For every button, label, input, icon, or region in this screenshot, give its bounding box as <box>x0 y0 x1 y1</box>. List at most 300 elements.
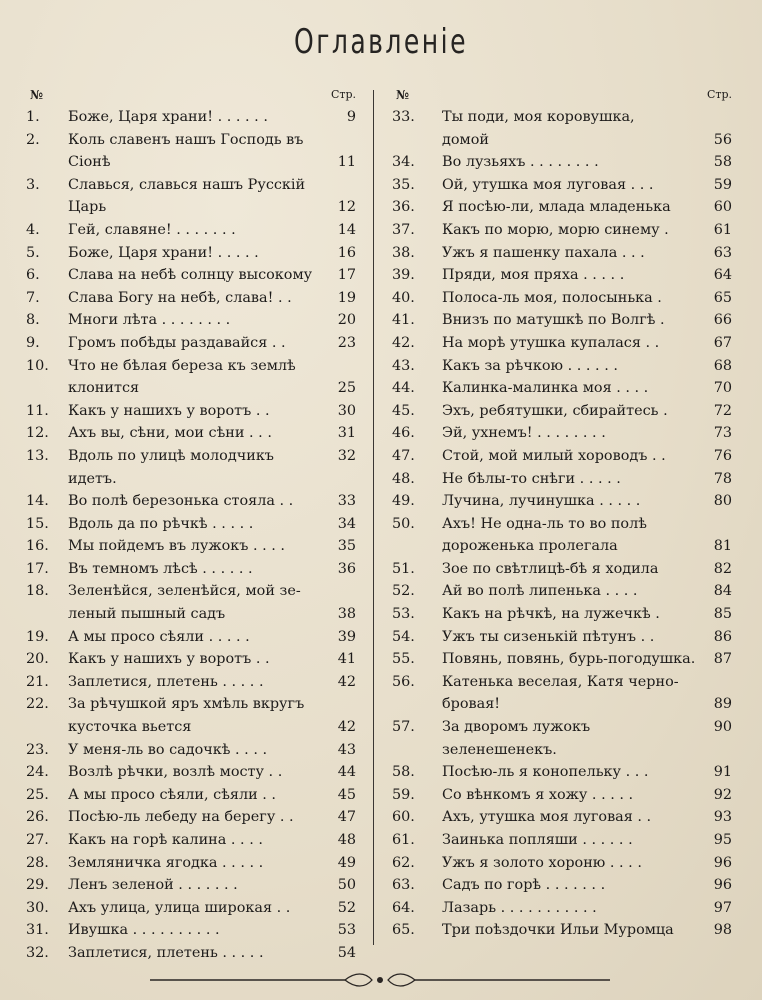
entry-page: 63 <box>713 244 732 261</box>
entry-page: 91 <box>713 764 732 781</box>
entry-title-line: Пряди, моя пряха . . . . . <box>442 267 625 284</box>
entry-page: 38 <box>337 606 356 623</box>
toc-entry <box>26 219 356 242</box>
entry-number: 24. <box>26 764 49 781</box>
entry-number: 31. <box>26 922 49 939</box>
entry-title <box>436 400 698 423</box>
number-mark: № <box>30 88 44 102</box>
entry-title-line: леный пышный садъ <box>68 606 226 623</box>
entry-title-line: Посѣю-ль я конопельку . . . <box>442 764 649 781</box>
entry-page: 96 <box>713 877 732 894</box>
toc-entry <box>392 806 732 829</box>
toc-entry <box>392 242 732 265</box>
entry-title <box>62 535 322 558</box>
entry-page: 96 <box>713 854 732 871</box>
entry-page: 70 <box>713 380 732 397</box>
entry-number: 12. <box>26 425 49 442</box>
entry-title <box>436 874 698 897</box>
entry-title-line: Вдоль да по рѣчкѣ . . . . . <box>68 515 254 532</box>
entry-title <box>436 151 698 174</box>
toc-entry <box>26 106 356 129</box>
toc-entry <box>392 784 732 807</box>
number-mark: № <box>396 88 410 102</box>
entry-page: 12 <box>337 199 356 216</box>
toc-entry <box>392 829 732 852</box>
entry-page: 49 <box>337 854 356 871</box>
entry-page: 92 <box>713 786 732 803</box>
entry-number: 46. <box>392 425 415 442</box>
entry-title <box>436 196 698 219</box>
entry-title <box>436 897 698 920</box>
entry-title <box>62 784 322 807</box>
entry-page: 90 <box>713 719 732 736</box>
entry-title <box>436 671 698 716</box>
entry-title <box>436 490 698 513</box>
entry-page: 44 <box>337 764 356 781</box>
page-label: Стр. <box>706 88 732 101</box>
entry-page: 61 <box>713 221 732 238</box>
entry-title <box>436 716 698 761</box>
toc-entry <box>392 400 732 423</box>
toc-entry <box>392 151 732 174</box>
entry-number: 15. <box>26 515 49 532</box>
entry-title <box>436 829 698 852</box>
entry-title-line: Многи лѣта . . . . . . . . <box>68 312 231 329</box>
toc-entry <box>392 874 732 897</box>
entry-page: 42 <box>337 673 356 690</box>
entry-title <box>436 580 698 603</box>
toc-entry <box>392 513 732 558</box>
toc-entry <box>26 784 356 807</box>
entry-title-line: Катенька веселая, Катя черно- <box>442 673 679 690</box>
entry-number: 21. <box>26 673 49 690</box>
entry-page: 80 <box>713 493 732 510</box>
entry-title-line: Громъ побѣды раздавайся . . <box>68 334 286 351</box>
entry-number: 11. <box>26 402 49 419</box>
entry-page: 84 <box>713 583 732 600</box>
entry-number: 27. <box>26 832 49 848</box>
entry-number: 16. <box>26 538 49 555</box>
entry-page: 52 <box>337 899 356 916</box>
toc-entry <box>26 897 356 920</box>
entry-number: 51. <box>392 560 415 577</box>
entry-page: 66 <box>713 312 732 329</box>
toc-entry <box>26 558 356 581</box>
entry-number: 18. <box>26 583 49 600</box>
entry-title <box>436 558 698 581</box>
entry-page: 23 <box>337 334 356 351</box>
entry-title <box>62 942 322 965</box>
toc-entry <box>392 332 732 355</box>
entry-page: 97 <box>713 899 732 916</box>
entry-page: 36 <box>337 560 356 577</box>
toc-entry <box>392 468 732 491</box>
entry-number: 17. <box>26 560 49 577</box>
entry-title-line: Вдоль по улицѣ молодчикъ идетъ. <box>68 447 274 487</box>
entry-title-line: Три поѣздочки Ильи Муромца <box>442 922 674 939</box>
entry-page: 25 <box>337 380 356 397</box>
toc-list-left <box>26 106 356 965</box>
entry-title-line: Ай во полѣ липенька . . . . <box>442 583 638 600</box>
entry-page: 67 <box>713 334 732 351</box>
toc-entry <box>392 445 732 468</box>
entry-title-line: А мы просо сѣяли . . . . . <box>68 628 250 645</box>
toc-entry <box>26 919 356 942</box>
entry-number: 62. <box>392 854 415 871</box>
entry-number: 13. <box>26 447 49 464</box>
entry-title-line: А мы просо сѣяли, сѣяли . . <box>68 786 277 803</box>
entry-number: 1. <box>26 109 40 125</box>
entry-title-line: Ужъ я пашенку пахала . . . <box>442 244 645 261</box>
entry-title-line: Ахъ! Не одна-ль то во полѣ <box>442 515 647 532</box>
entry-title <box>436 264 698 287</box>
toc-column-left <box>26 88 356 965</box>
entry-title-line: Ужъ я золото хороню . . . . <box>442 854 642 871</box>
entry-title <box>436 626 698 649</box>
entry-title-line: Какъ у нашихъ у воротъ . . <box>68 651 270 668</box>
entry-page: 30 <box>337 402 356 419</box>
toc-entry <box>26 332 356 355</box>
entry-title <box>436 761 698 784</box>
entry-title <box>62 626 322 649</box>
entry-title-line: дороженька пролегала <box>442 538 618 555</box>
entry-page: 93 <box>713 809 732 826</box>
entry-page: 39 <box>337 628 356 645</box>
entry-number: 30. <box>26 899 49 916</box>
toc-entry <box>26 129 356 174</box>
page-label: Стр. <box>330 88 356 101</box>
toc-entry <box>26 513 356 536</box>
toc-entry <box>26 693 356 738</box>
entry-title <box>62 829 322 852</box>
toc-entry <box>26 671 356 694</box>
toc-entry <box>392 603 732 626</box>
entry-number: 57. <box>392 719 415 736</box>
entry-title <box>62 648 322 671</box>
entry-title-line: Ленъ зеленой . . . . . . . <box>68 877 238 894</box>
entry-title <box>436 919 698 942</box>
entry-title-line: Боже, Царя храни! . . . . . <box>68 244 259 261</box>
entry-title-line: Ты поди, моя коровушка, <box>442 109 635 125</box>
entry-title-line: домой <box>442 131 489 148</box>
entry-number: 54. <box>392 628 415 645</box>
toc-entry <box>26 490 356 513</box>
entry-page: 60 <box>713 199 732 216</box>
entry-title-line: клонится <box>68 380 140 397</box>
entry-title-line: Что не бѣлая береза къ землѣ <box>68 357 296 374</box>
entry-number: 10. <box>26 357 49 374</box>
entry-title <box>62 897 322 920</box>
toc-entry <box>26 309 356 332</box>
toc-column-right <box>392 88 732 942</box>
entry-page: 17 <box>337 267 356 284</box>
toc-entry <box>392 309 732 332</box>
entry-title <box>62 671 322 694</box>
entry-page: 56 <box>713 131 732 148</box>
entry-page: 20 <box>337 312 356 329</box>
toc-entry <box>392 264 732 287</box>
entry-title-line: Боже, Царя храни! . . . . . . <box>68 109 268 125</box>
entry-title <box>62 422 322 445</box>
entry-number: 29. <box>26 877 49 894</box>
entry-number: 8. <box>26 312 40 329</box>
entry-title-line: Эй, ухнемъ! . . . . . . . . <box>442 425 606 442</box>
toc-entry <box>392 897 732 920</box>
column-header <box>26 88 356 106</box>
entry-title-line: Во лузьяхъ . . . . . . . . <box>442 154 599 171</box>
entry-title <box>436 309 698 332</box>
entry-number: 7. <box>26 289 40 306</box>
entry-page: 76 <box>713 447 732 464</box>
entry-page: 89 <box>713 696 732 713</box>
toc-entry <box>392 919 732 942</box>
entry-number: 45. <box>392 402 415 419</box>
entry-number: 26. <box>26 809 49 826</box>
entry-title <box>62 242 322 265</box>
entry-number: 48. <box>392 470 415 487</box>
entry-title <box>436 422 698 445</box>
entry-title <box>62 693 322 738</box>
entry-title-line: Ой, утушка моя луговая . . . <box>442 176 654 193</box>
toc-entry <box>26 648 356 671</box>
entry-number: 59. <box>392 786 415 803</box>
toc-entry <box>26 264 356 287</box>
entry-number: 20. <box>26 651 49 668</box>
entry-title <box>436 468 698 491</box>
toc-entry <box>26 400 356 423</box>
entry-title-line: Зое по свѣтлицѣ-бѣ я ходила <box>442 560 659 577</box>
entry-number: 42. <box>392 334 415 351</box>
entry-title <box>62 806 322 829</box>
entry-title-line: Садъ по горѣ . . . . . . . <box>442 877 606 894</box>
entry-title-line: Калинка-малинка моя . . . . <box>442 380 649 397</box>
toc-entry <box>392 558 732 581</box>
entry-number: 38. <box>392 244 415 261</box>
entry-title-line: За рѣчушкой яръ хмѣль вкругъ <box>68 696 305 713</box>
toc-entry <box>392 648 732 671</box>
entry-title <box>436 355 698 378</box>
entry-title <box>436 852 698 875</box>
entry-page: 86 <box>713 628 732 645</box>
entry-title-line: кусточка вьется <box>68 719 192 736</box>
entry-title <box>62 332 322 355</box>
entry-title-line: Гей, славяне! . . . . . . . <box>68 221 236 238</box>
toc-entry <box>392 490 732 513</box>
entry-number: 33. <box>392 109 415 125</box>
entry-title-line: Не бѣлы-то снѣги . . . . . <box>442 470 621 487</box>
entry-number: 64. <box>392 899 415 916</box>
entry-number: 9. <box>26 334 40 351</box>
toc-entry <box>392 761 732 784</box>
entry-number: 14. <box>26 493 49 510</box>
entry-title <box>62 919 322 942</box>
entry-title-line: У меня-ль во садочкѣ . . . . <box>68 741 268 758</box>
entry-title-line: Мы пойдемъ въ лужокъ . . . . <box>68 538 285 555</box>
entry-number: 28. <box>26 854 49 871</box>
entry-title <box>436 513 698 558</box>
toc-entry <box>26 174 356 219</box>
entry-page: 54 <box>337 944 356 961</box>
entry-title-line: Земляничка ягодка . . . . . <box>68 854 264 871</box>
entry-title-line: Во полѣ березонька стояла . . <box>68 493 294 510</box>
entry-page: 32 <box>337 447 356 464</box>
toc-entry <box>392 716 732 761</box>
entry-title <box>62 219 322 242</box>
toc-entry <box>392 106 732 151</box>
entry-title-line: Стой, мой милый хороводъ . . <box>442 447 666 464</box>
entry-title <box>436 603 698 626</box>
entry-page: 73 <box>713 425 732 442</box>
entry-page: 98 <box>713 922 732 939</box>
entry-number: 36. <box>392 199 415 216</box>
entry-page: 50 <box>337 877 356 894</box>
entry-title-line: Коль славенъ нашъ Господь въ <box>68 131 304 148</box>
entry-page: 41 <box>337 651 356 668</box>
entry-page: 11 <box>337 154 356 171</box>
entry-title <box>62 558 322 581</box>
entry-page: 14 <box>337 221 356 238</box>
toc-entry <box>392 196 732 219</box>
entry-title-line: Слава на небѣ солнцу высокому <box>68 267 313 284</box>
entry-number: 65. <box>392 922 415 939</box>
entry-page: 82 <box>713 560 732 577</box>
entry-title <box>436 377 698 400</box>
entry-number: 49. <box>392 493 415 510</box>
entry-title-line: Сiонѣ <box>68 154 111 171</box>
entry-title <box>62 874 322 897</box>
toc-entry <box>392 174 732 197</box>
entry-title <box>62 580 322 625</box>
toc-entry <box>26 287 356 310</box>
entry-title-line: Эхъ, ребятушки, сбирайтесь . <box>442 402 668 419</box>
entry-number: 60. <box>392 809 415 826</box>
entry-number: 52. <box>392 583 415 600</box>
entry-title <box>62 287 322 310</box>
entry-title-line: Какъ у нашихъ у воротъ . . <box>68 402 270 419</box>
entry-title <box>436 174 698 197</box>
entry-title-line: Ахъ улица, улица широкая . . <box>68 899 291 916</box>
entry-number: 43. <box>392 357 415 374</box>
column-header <box>392 88 732 106</box>
toc-entry <box>392 219 732 242</box>
page-title: Оглавленiе <box>294 22 468 62</box>
entry-title-line: Славься, славься нашъ Русскiй <box>68 176 306 193</box>
entry-page: 64 <box>713 267 732 284</box>
entry-number: 58. <box>392 764 415 781</box>
entry-title-line: Полоса-ль моя, полосынька . <box>442 289 662 306</box>
entry-page: 78 <box>713 470 732 487</box>
entry-page: 72 <box>713 402 732 419</box>
entry-title-line: Лучина, лучинушка . . . . . <box>442 493 641 510</box>
entry-page: 19 <box>337 289 356 306</box>
entry-number: 34. <box>392 154 415 171</box>
toc-entry <box>26 739 356 762</box>
toc-entry <box>26 626 356 649</box>
entry-title <box>436 332 698 355</box>
toc-entry <box>26 761 356 784</box>
entry-title-line: Въ темномъ лѣсѣ . . . . . . <box>68 560 253 577</box>
entry-title-line: Посѣю-ль лебеду на берегу . . <box>68 809 294 826</box>
entry-page: 58 <box>713 154 732 171</box>
entry-number: 44. <box>392 380 415 397</box>
entry-title <box>436 806 698 829</box>
toc-entry <box>392 580 732 603</box>
entry-title-line: Повянь, повянь, бурь-погодушка. <box>442 651 696 668</box>
entry-number: 61. <box>392 832 415 848</box>
entry-title-line: Зеленѣйся, зеленѣйся, мой зе- <box>68 583 301 600</box>
entry-title <box>62 490 322 513</box>
entry-number: 3. <box>26 176 40 193</box>
entry-title <box>62 174 322 219</box>
entry-title-line: Какъ за рѣчкою . . . . . . <box>442 357 618 374</box>
entry-number: 37. <box>392 221 415 238</box>
entry-number: 41. <box>392 312 415 329</box>
entry-title-line: Ахъ, утушка моя луговая . . <box>442 809 652 826</box>
entry-number: 56. <box>392 673 415 690</box>
entry-page: 9 <box>346 109 356 125</box>
entry-title-line: Какъ на рѣчкѣ, на лужечкѣ . <box>442 606 660 623</box>
entry-title-line: Лазарь . . . . . . . . . . . <box>442 899 597 916</box>
entry-page: 42 <box>337 719 356 736</box>
toc-entry <box>392 852 732 875</box>
entry-page: 34 <box>337 515 356 532</box>
entry-title-line: Ахъ вы, сѣни, мои сѣни . . . <box>68 425 272 442</box>
toc-entry <box>26 874 356 897</box>
entry-page: 95 <box>713 832 732 848</box>
entry-title <box>62 852 322 875</box>
entry-number: 53. <box>392 606 415 623</box>
entry-page: 33 <box>337 493 356 510</box>
entry-title-line: Царь <box>68 199 107 216</box>
entry-number: 39. <box>392 267 415 284</box>
entry-title-line: Со вѣнкомъ я хожу . . . . . <box>442 786 634 803</box>
entry-number: 32. <box>26 944 49 961</box>
entry-title-line: Ужъ ты сизенькiй пѣтунъ . . <box>442 628 655 645</box>
toc-entry <box>26 445 356 490</box>
entry-title <box>436 219 698 242</box>
entry-page: 65 <box>713 289 732 306</box>
entry-number: 50. <box>392 515 415 532</box>
toc-entry <box>26 242 356 265</box>
entry-number: 4. <box>26 221 40 238</box>
toc-entry <box>26 806 356 829</box>
entry-title <box>62 445 322 490</box>
entry-page: 81 <box>713 538 732 555</box>
entry-title <box>436 242 698 265</box>
toc-entry <box>392 287 732 310</box>
entry-title-line: Я посѣю-ли, млада младенька <box>442 199 671 216</box>
entry-title <box>436 106 698 151</box>
entry-title <box>62 129 322 174</box>
toc-list-right <box>392 106 732 942</box>
entry-number: 22. <box>26 696 49 713</box>
entry-page: 68 <box>713 357 732 374</box>
entry-number: 6. <box>26 267 40 284</box>
entry-page: 45 <box>337 786 356 803</box>
entry-page: 16 <box>337 244 356 261</box>
entry-title-line: Заплетися, плетень . . . . . <box>68 944 264 961</box>
toc-entry <box>392 422 732 445</box>
toc-entry <box>392 355 732 378</box>
entry-page: 87 <box>713 651 732 668</box>
entry-number: 19. <box>26 628 49 645</box>
entry-title <box>436 648 698 671</box>
entry-title <box>62 264 322 287</box>
toc-entry <box>392 671 732 716</box>
entry-page: 59 <box>713 176 732 193</box>
toc-entry <box>26 852 356 875</box>
entry-title-line: Заплетися, плетень . . . . . <box>68 673 264 690</box>
